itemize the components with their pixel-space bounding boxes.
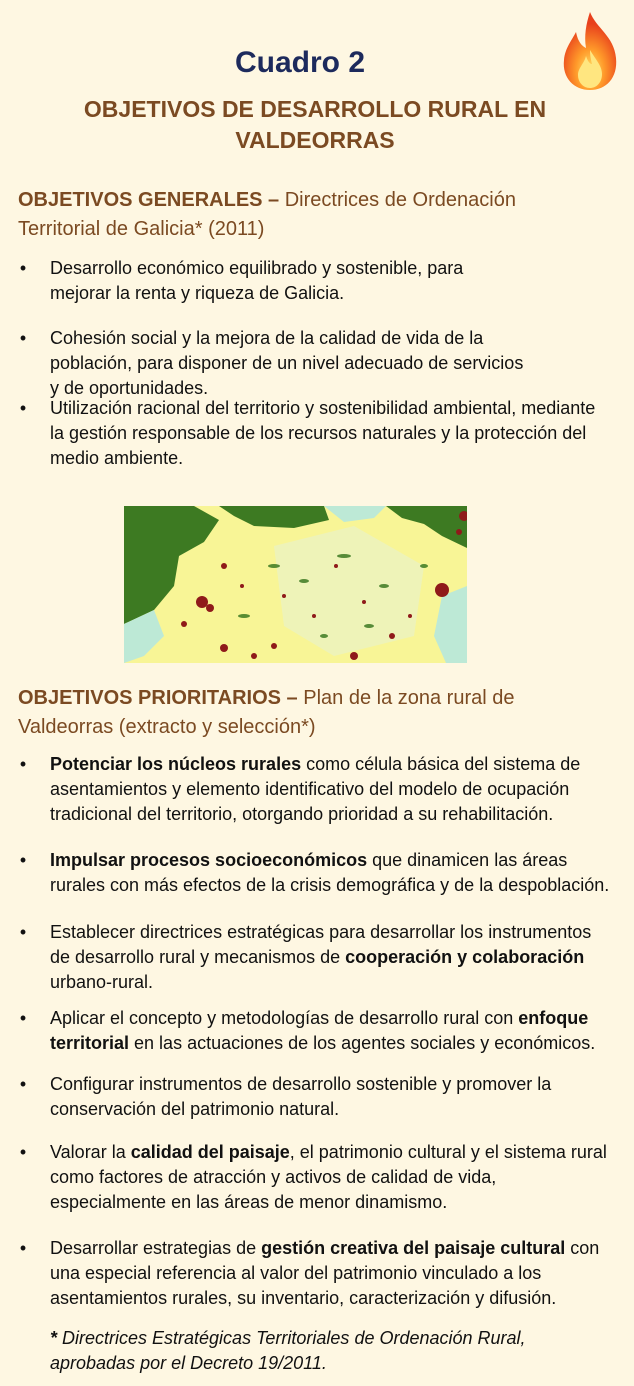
text-line: y de oportunidades.: [50, 378, 209, 398]
footnote: [50, 1326, 610, 1376]
emphasis-text: Impulsar procesos socioeconómicos: [50, 850, 368, 870]
plain-text: que dinamicen las áreas: [367, 850, 568, 870]
emphasis-text: Potenciar los núcleos rurales: [50, 754, 302, 774]
bullet-marker: •: [19, 1074, 27, 1094]
bullet-marker: •: [19, 258, 27, 278]
general-objectives-heading: [18, 186, 618, 244]
bullet-marker: •: [19, 850, 27, 870]
priority-heading-bold: OBJETIVOS PRIORITARIOS –: [18, 687, 298, 709]
text-line: Cohesión social y la mejora de la calidad de vida de la: [50, 328, 484, 348]
plain-text: , el patrimonio cultural y el sistema rural: [289, 1142, 607, 1162]
priority-objective-text: [50, 920, 620, 995]
plain-text: como factores de atracción y activos de calidad de vida,: [50, 1167, 497, 1187]
emphasis-text: gestión creativa del paisaje cultural: [261, 1238, 566, 1258]
text-line: Desarrollo económico equilibrado y sostenible, para: [50, 258, 464, 278]
text-line: [50, 802, 620, 827]
text-line: [50, 945, 620, 970]
footnote-star: *: [50, 1328, 58, 1348]
box-subtitle: [60, 94, 570, 156]
text-line: [50, 1140, 620, 1165]
bullet-marker: •: [19, 754, 27, 774]
text-line: medio ambiente.: [50, 448, 184, 468]
general-objective-text: [50, 396, 620, 471]
emphasis-text: territorial: [50, 1033, 130, 1053]
plain-text: Desarrollar estrategias de: [50, 1238, 262, 1258]
plain-text: asentamientos y elemento identificativo del modelo de ocupación: [50, 779, 570, 799]
text-line: mejorar la renta y riqueza de Galicia.: [50, 283, 345, 303]
emphasis-text: enfoque: [518, 1008, 589, 1028]
text-line: [50, 1165, 620, 1190]
valdeorras-land-use-map: [124, 506, 467, 663]
plain-text: conservación del patrimonio natural.: [50, 1099, 340, 1119]
plain-text: con: [565, 1238, 600, 1258]
bullet-marker: •: [19, 328, 27, 348]
plain-text: Valorar la: [50, 1142, 131, 1162]
emphasis-text: cooperación y colaboración: [345, 947, 585, 967]
plain-text: Configurar instrumentos de desarrollo sostenible y promover la: [50, 1074, 552, 1094]
box-title: Cuadro 2: [234, 46, 366, 79]
priority-heading-rest: Plan de la zona rural de: [297, 687, 515, 709]
text-line: la gestión responsable de los recursos naturales y la protección del: [50, 423, 587, 443]
text-line: [50, 1072, 620, 1097]
plain-text: Aplicar el concepto y metodologías de desarrollo rural con: [50, 1008, 519, 1028]
text-line: población, para disponer de un nivel adecuado de servicios: [50, 353, 524, 373]
text-line: [50, 1006, 620, 1031]
plain-text: en las actuaciones de los agentes sociales y económicos.: [129, 1033, 596, 1053]
bullet-marker: •: [19, 922, 27, 942]
bullet-marker: •: [19, 1142, 27, 1162]
text-line: [50, 848, 620, 873]
plain-text: una especial referencia al valor del patrimonio vinculado a los: [50, 1263, 542, 1283]
subtitle-line-1: OBJETIVOS DE DESARROLLO RURAL EN: [83, 96, 547, 122]
text-line: [50, 1261, 620, 1286]
priority-objective-text: [50, 1140, 620, 1215]
text-line: [50, 1097, 620, 1122]
footnote-line-2: aprobadas por el Decreto 19/2011.: [50, 1353, 327, 1373]
general-heading-rest: Directrices de Ordenación: [279, 189, 516, 211]
priority-objective-text: [50, 848, 620, 898]
plain-text: especialmente en las áreas de menor dinamismo.: [50, 1192, 448, 1212]
priority-objective-text: [50, 1236, 620, 1311]
general-heading-bold: OBJETIVOS GENERALES –: [18, 189, 280, 211]
footnote-line-1: Directrices Estratégicas Territoriales de Ordenación Rural,: [57, 1328, 526, 1348]
text-line: [50, 920, 620, 945]
text-line: [50, 1286, 620, 1311]
plain-text: urbano-rural.: [50, 972, 154, 992]
text-line: [50, 752, 620, 777]
general-objective-text: [50, 256, 620, 306]
plain-text: Establecer directrices estratégicas para desarrollar los instrumentos: [50, 922, 592, 942]
subtitle-line-2: VALDEORRAS: [235, 127, 395, 153]
general-objective-text: [50, 326, 620, 401]
general-heading-line2: Territorial de Galicia* (2011): [18, 218, 265, 240]
plain-text: tradicional del territorio, otorgando prioridad a su rehabilitación.: [50, 804, 554, 824]
emphasis-text: calidad del paisaje: [130, 1142, 290, 1162]
priority-objective-text: [50, 1006, 620, 1056]
text-line: [50, 873, 620, 898]
plain-text: asentamientos rurales, su inventario, caracterización y difusión.: [50, 1288, 557, 1308]
text-line: Utilización racional del territorio y sostenibilidad ambiental, mediante: [50, 398, 596, 418]
text-line: [50, 1190, 620, 1215]
bullet-marker: •: [19, 1238, 27, 1258]
plain-text: rurales con más efectos de la crisis demográfica y de la despoblación.: [50, 875, 610, 895]
plain-text: de desarrollo rural y mecanismos de: [50, 947, 346, 967]
bullet-marker: •: [19, 398, 27, 418]
text-line: [50, 1236, 620, 1261]
priority-objective-text: [50, 752, 620, 827]
text-line: [50, 1031, 620, 1056]
priority-objective-text: [50, 1072, 620, 1122]
priority-heading-line2: Valdeorras (extracto y selección*): [18, 716, 316, 738]
priority-objectives-heading: [18, 684, 618, 742]
text-line: [50, 970, 620, 995]
plain-text: como célula básica del sistema de: [301, 754, 581, 774]
text-line: [50, 777, 620, 802]
bullet-marker: •: [19, 1008, 27, 1028]
